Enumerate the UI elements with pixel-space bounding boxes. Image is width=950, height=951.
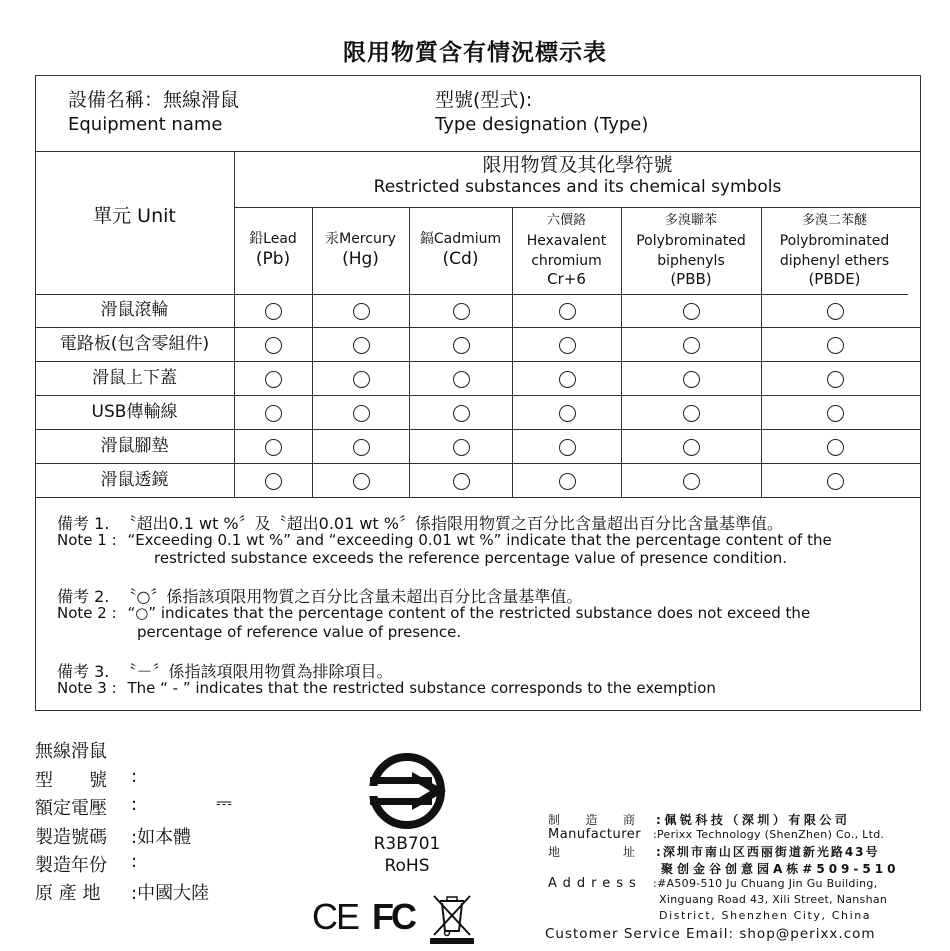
table-divider: [234, 151, 235, 497]
table-divider: [35, 361, 921, 362]
col-mercury: [312, 231, 409, 270]
note2-zh-label: 備考 2.: [57, 587, 110, 606]
manufacturer-name-zh: :佩锐科技（深圳）有限公司: [656, 813, 851, 827]
presence-circle-icon: [827, 337, 844, 354]
note1-en-label: Note 1 :: [57, 531, 117, 549]
type-designation-zh: 型號(型式):: [435, 89, 533, 111]
equipment-name-zh: 設備名稱：無線滑鼠: [68, 89, 240, 111]
presence-circle-icon: [453, 371, 470, 388]
presence-circle-icon: [353, 439, 370, 456]
serial-label: 製造號碼: [35, 827, 107, 848]
table-divider: [35, 327, 921, 328]
col-pbb: [621, 211, 761, 288]
col-lead-label: 鉛Lead: [249, 231, 297, 247]
manufacturer-name-en-text: Perixx Technology (ShenZhen) Co., Ltd.: [657, 828, 885, 841]
address-zh-line1: :深圳市南山区西丽街道新光路43号: [656, 845, 880, 859]
table-divider: [35, 395, 921, 396]
row-label: 滑鼠滾輪: [100, 300, 169, 320]
table-divider: [35, 151, 921, 152]
col-pbb-symbol: (PBB): [670, 270, 712, 288]
presence-circle-icon: [827, 371, 844, 388]
note3-zh-text: 〝－〞係指該項限用物質為排除項目。: [120, 662, 393, 681]
presence-circle-icon: [453, 405, 470, 422]
table-divider: [35, 429, 921, 430]
restricted-header-zh: 限用物質及其化學符號: [482, 154, 673, 176]
presence-circle-icon: [265, 337, 282, 354]
presence-circle-icon: [353, 337, 370, 354]
fcc-mark-icon: FC: [372, 896, 414, 937]
note1-zh-label: 備考 1.: [57, 514, 110, 533]
product-name: 無線滑鼠: [35, 741, 107, 762]
col-chromium-symbol: Cr+6: [547, 270, 586, 288]
presence-circle-icon: [265, 473, 282, 490]
note1-en-cont: restricted substance exceeds the reference percentage value of presence condition.: [154, 549, 788, 567]
presence-circle-icon: [827, 303, 844, 320]
model-label: 型 號: [35, 770, 107, 791]
bsmi-code: R3B701: [373, 834, 441, 854]
col-pbb-label-zh: 多溴聯苯: [664, 213, 717, 228]
address-label-en: Address: [548, 876, 642, 891]
year-value: :: [131, 851, 138, 872]
col-lead: [234, 231, 312, 270]
address-en-line3: District, Shenzhen City, China: [659, 909, 872, 922]
origin-label: 原 產 地: [35, 883, 101, 904]
note3-en-text: The “ - ” indicates that the restricted substance corresponds to the exemption: [127, 679, 716, 697]
address-en-line1-text: #A509-510 Ju Chuang Jin Gu Building,: [657, 877, 878, 890]
presence-circle-icon: [683, 303, 700, 320]
note1-en: [57, 531, 832, 549]
note3-en-label: Note 3 :: [57, 679, 117, 697]
customer-service-email: Customer Service Email: shop@perixx.com: [545, 926, 876, 942]
row-label: 滑鼠腳墊: [100, 436, 169, 456]
presence-circle-icon: [353, 303, 370, 320]
manufacturer-name-en: :Perixx Technology (ShenZhen) Co., Ltd.: [653, 828, 885, 841]
rating-value: :: [131, 794, 138, 815]
col-pbde-label-en: Polybrominated diphenyl ethers: [779, 233, 890, 269]
table-divider: [35, 497, 921, 498]
row-label: 滑鼠上下蓋: [92, 368, 177, 388]
model-value: :: [131, 766, 138, 787]
serial-value: :如本體: [131, 827, 192, 848]
col-pbb-label-en: Polybrominated biphenyls: [636, 233, 746, 269]
col-pbde-symbol: (PBDE): [808, 270, 861, 288]
origin-value: :中國大陸: [131, 883, 210, 904]
page-title: 限用物質含有情況標示表: [343, 40, 607, 66]
col-chromium-label-zh: 六價鉻: [546, 213, 586, 228]
note2-en: [57, 604, 810, 622]
row-label: 滑鼠透鏡: [100, 470, 169, 490]
presence-circle-icon: [353, 371, 370, 388]
note2-en-text: “○” indicates that the percentage content of the restricted substance does not exceed the: [127, 604, 811, 622]
note3-zh-label: 備考 3.: [57, 662, 110, 681]
note3-en: [57, 679, 716, 697]
dc-symbol-icon: ⎓: [216, 790, 232, 814]
presence-circle-icon: [683, 439, 700, 456]
table-divider: [35, 463, 921, 464]
manufacturer-label-zh: 制 造 商: [548, 813, 636, 827]
presence-circle-icon: [265, 371, 282, 388]
note1-en-text: “Exceeding 0.1 wt %” and “exceeding 0.01 wt %” indicate that the percentage content of the: [127, 531, 832, 549]
col-chromium-label-en: Hexavalent chromium: [526, 233, 607, 269]
presence-circle-icon: [559, 371, 576, 388]
table-divider: [35, 294, 908, 295]
presence-circle-icon: [453, 337, 470, 354]
presence-circle-icon: [559, 473, 576, 490]
col-mercury-label: 汞Mercury: [325, 231, 396, 247]
note1-zh-text: 〝超出0.1 wt %〞及〝超出0.01 wt %〞係指限用物質之百分比含量超出百分比含量基準值。: [120, 514, 783, 533]
note2-en-cont: percentage of reference value of presence.: [137, 623, 462, 641]
col-pbde-label-zh: 多溴二苯醚: [801, 213, 867, 228]
type-designation-en: Type designation (Type): [435, 114, 649, 135]
presence-circle-icon: [353, 405, 370, 422]
col-pbde: [761, 211, 908, 288]
presence-circle-icon: [827, 439, 844, 456]
col-chromium: [512, 211, 621, 288]
address-en-line2: Xinguang Road 43, Xili Street, Nanshan: [659, 893, 888, 906]
presence-circle-icon: [353, 473, 370, 490]
presence-circle-icon: [683, 473, 700, 490]
rating-label: 額定電壓: [35, 798, 107, 819]
year-label: 製造年份: [35, 855, 107, 876]
presence-circle-icon: [559, 337, 576, 354]
presence-circle-icon: [453, 473, 470, 490]
col-cadmium-label: 鎘Cadmium: [419, 231, 502, 247]
note2-en-label: Note 2 :: [57, 604, 117, 622]
address-en-line1: :#A509-510 Ju Chuang Jin Gu Building,: [653, 877, 878, 890]
presence-circle-icon: [265, 439, 282, 456]
col-cadmium: [409, 231, 512, 270]
presence-circle-icon: [453, 303, 470, 320]
address-zh-line2: 聚创金谷创意园A栋#509-510: [661, 862, 900, 876]
presence-circle-icon: [827, 473, 844, 490]
address-zh-line1-text: 深圳市南山区西丽街道新光路43号: [662, 845, 880, 859]
restricted-header-en: Restricted substances and its chemical symbols: [373, 177, 782, 197]
row-label: USB傳輸線: [91, 402, 178, 422]
presence-circle-icon: [827, 405, 844, 422]
manufacturer-label-en: Manufacturer: [548, 827, 642, 842]
col-mercury-symbol: (Hg): [342, 248, 379, 269]
presence-circle-icon: [683, 337, 700, 354]
unit-header: 單元 Unit: [93, 205, 176, 227]
presence-circle-icon: [559, 303, 576, 320]
presence-circle-icon: [265, 303, 282, 320]
bsmi-mark-icon: [362, 750, 452, 832]
presence-circle-icon: [265, 405, 282, 422]
col-cadmium-symbol: (Cd): [442, 248, 479, 269]
equipment-name-en: Equipment name: [68, 114, 223, 135]
table-divider: [234, 207, 921, 208]
note2-zh-text: 〝○〞係指該項限用物質之百分比含量未超出百分比含量基準值。: [120, 587, 583, 606]
manufacturer-name-zh-text: 佩锐科技（深圳）有限公司: [664, 813, 851, 827]
presence-circle-icon: [559, 405, 576, 422]
rohs-label: RoHS: [384, 856, 430, 876]
row-label: 電路板(包含零組件): [59, 334, 210, 354]
presence-circle-icon: [683, 371, 700, 388]
presence-circle-icon: [559, 439, 576, 456]
weee-bin-icon: [428, 893, 476, 945]
presence-circle-icon: [453, 439, 470, 456]
col-lead-symbol: (Pb): [255, 248, 291, 269]
address-label-zh: 地 址: [548, 845, 636, 859]
presence-circle-icon: [683, 405, 700, 422]
ce-mark-icon: CE: [312, 896, 359, 937]
